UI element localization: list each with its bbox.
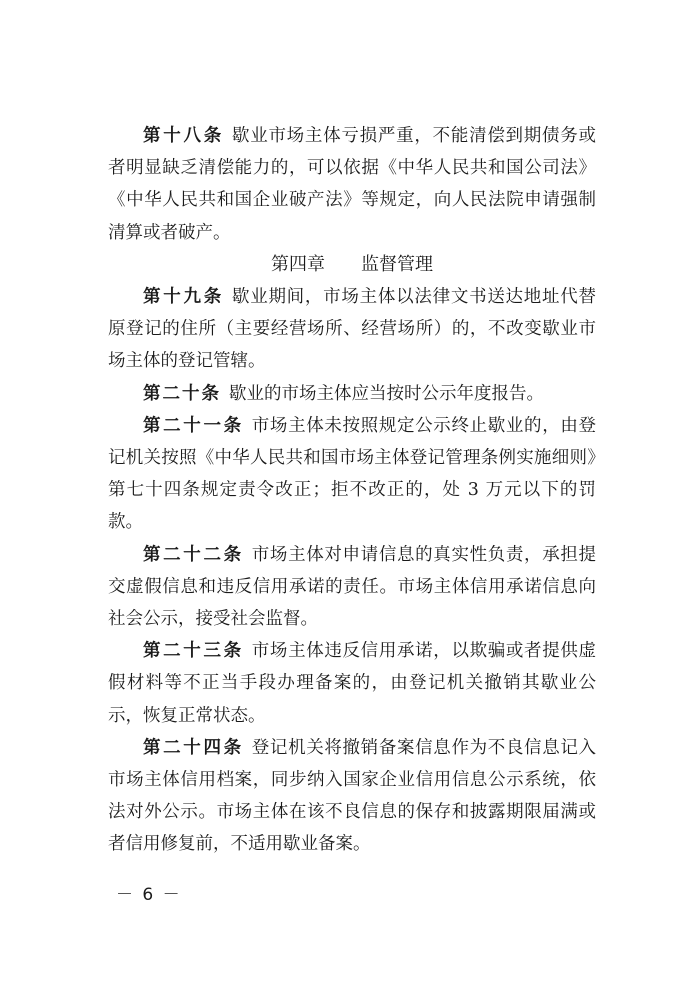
article-20-paragraph [108,378,596,410]
article-20-heading: 第二十条 [143,383,221,404]
article-18-text: 歇业市场主体亏损严重，不能清偿到期债务或者明显缺乏清偿能力的，可以依据《中华人民共和国公司法》《中华人民共和国企业破产法》等规定，向人民法院申请强制清算或者破产。 [108,126,597,243]
article-19-paragraph [108,281,596,378]
chapter-number: 第四章 [271,253,325,275]
article-21-paragraph [108,410,596,539]
article-22-paragraph [108,539,596,636]
article-21-text: 市场主体未按照规定公示终止歇业的，由登记机关按照《中华人民共和国市场主体登记管理条例实施细则》第七十四条规定责令改正；拒不改正的，处 3 万元以下的罚款。 [108,415,597,533]
chapter-title: 监督管理 [361,253,433,275]
article-19-heading: 第十九条 [143,287,224,308]
article-20-text: 歇业的市场主体应当按时公示年度报告。 [229,383,544,404]
article-22-text: 市场主体对申请信息的真实性负责，承担提交虚假信息和违反信用承诺的责任。市场主体信用承诺信息向社会公示，接受社会监督。 [108,544,597,630]
article-18-heading: 第十八条 [143,126,224,146]
article-18-paragraph [108,120,596,249]
article-24-text: 登记机关将撤销备案信息作为不良信息记入市场主体信用档案，同步纳入国家企业信用信息公示系统，依法对外公示。市场主体在该不良信息的保存和披露期限届满或者信用修复前，不适用歇业备案。 [108,737,597,855]
chapter-heading [108,249,596,281]
article-23-text: 市场主体违反信用承诺，以欺骗或者提供虚假材料等不正当手段办理备案的，由登记机关撤销其歇业公示，恢复正常状态。 [108,641,597,726]
article-24-heading: 第二十四条 [143,737,244,758]
article-23-paragraph [108,635,596,732]
page-number: － 6 － [116,885,182,905]
article-21-heading: 第二十一条 [143,415,244,436]
article-19-text: 歇业期间，市场主体以法律文书送达地址代替原登记的住所（主要经营场所、经营场所）的，不改变歇业市场主体的登记管辖。 [108,287,597,372]
article-23-heading: 第二十三条 [143,641,244,662]
article-22-heading: 第二十二条 [143,544,244,565]
article-24-paragraph [108,732,596,861]
document-body [108,120,596,861]
